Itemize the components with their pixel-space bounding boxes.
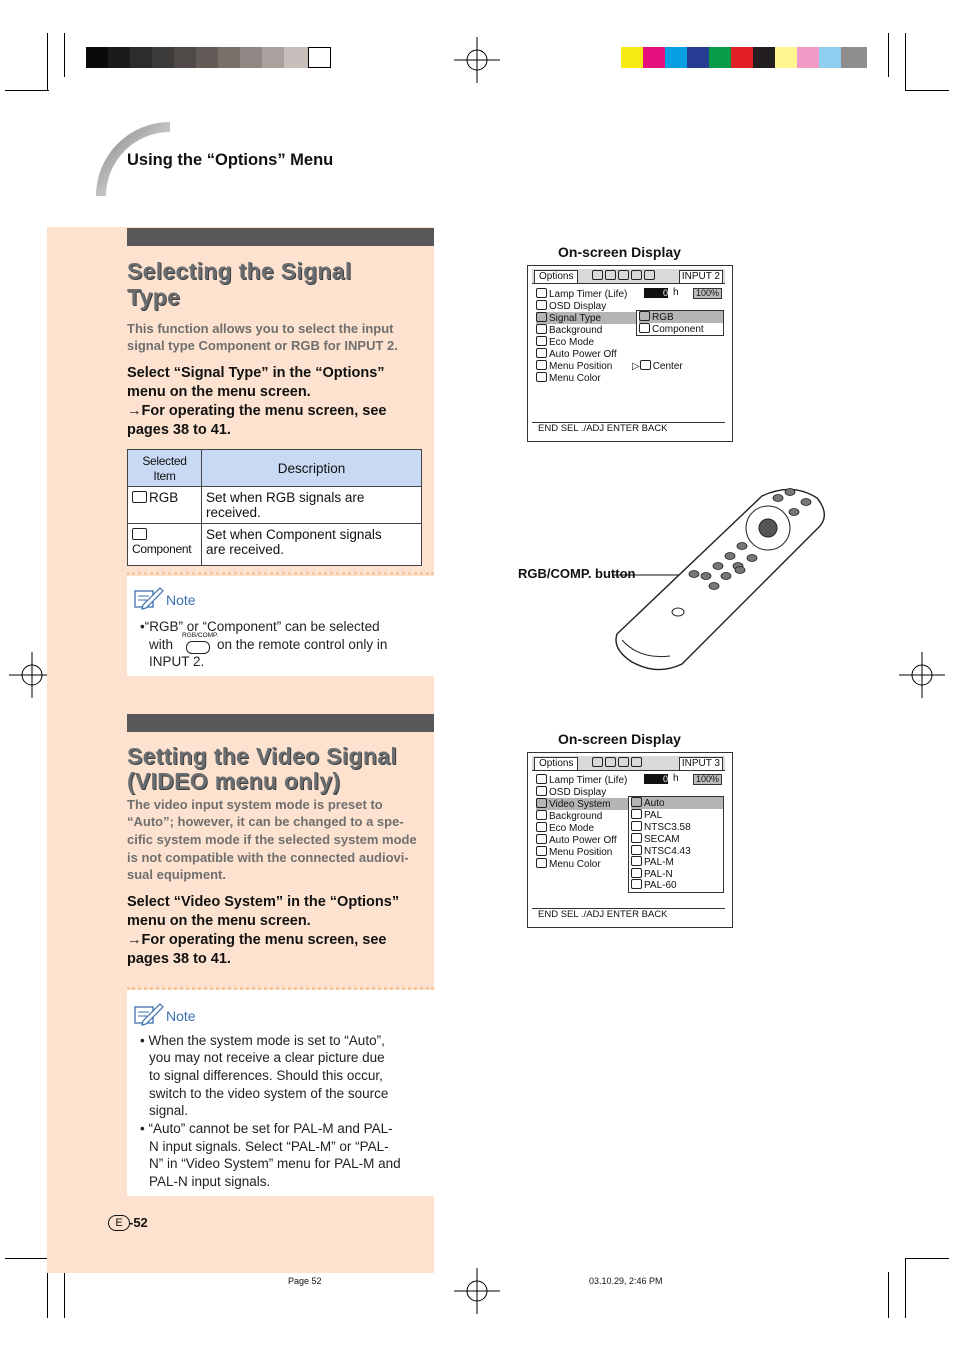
registration-mark-bottom bbox=[454, 1268, 500, 1314]
osd1-hours: 0 bbox=[644, 288, 668, 298]
osd2-hours: 0 bbox=[644, 774, 668, 784]
osd2-caption: On-screen Display bbox=[558, 731, 681, 747]
osd2-item-0: Lamp Timer (Life) bbox=[536, 774, 627, 786]
osd1-screen bbox=[532, 269, 725, 435]
osd2-percent: 100% bbox=[693, 774, 722, 785]
table-cell-desc: Set when Component signals are received. bbox=[202, 524, 422, 566]
section2-intro-line5: sual equipment. bbox=[127, 867, 226, 882]
note1-line1: •“RGB” or “Component” can be selected bbox=[140, 619, 380, 634]
osd2-video-submenu bbox=[628, 796, 724, 893]
osd2-item-3: Background bbox=[536, 810, 602, 822]
osd1-menu-position-value: ▷ Center bbox=[632, 361, 683, 372]
osd1-percent: 100% bbox=[693, 288, 722, 299]
osd2-footer: END SEL ./ADJ ENTER BACK bbox=[532, 908, 725, 921]
osd1-hours-unit: h bbox=[673, 287, 679, 298]
table-row bbox=[128, 487, 422, 524]
osd2-item-7: Menu Color bbox=[536, 858, 601, 870]
table-cell-item: Component bbox=[128, 524, 202, 566]
osd2-option-2: NTSC3.58 bbox=[631, 821, 691, 833]
osd2-frame bbox=[527, 752, 733, 928]
note2-line2: you may not receive a clear picture due bbox=[149, 1050, 385, 1065]
note1-line3: INPUT 2. bbox=[149, 654, 205, 669]
section2-intro-line4: is not compatible with the connected audiovi- bbox=[127, 850, 409, 865]
section2-intro-line2: “Auto”; however, it can be changed to a spe- bbox=[127, 814, 404, 829]
note-pencil-icon bbox=[133, 585, 165, 611]
table-row bbox=[128, 524, 422, 566]
section1-title-line1: Selecting the Signal bbox=[127, 258, 352, 284]
section1-intro-line2: signal type Component or RGB for INPUT 2. bbox=[127, 338, 398, 353]
note-pencil-icon bbox=[133, 1001, 165, 1027]
section2-intro-line3: cific system mode if the selected system mode bbox=[127, 832, 417, 847]
note2-line5: signal. bbox=[149, 1103, 189, 1118]
section2-title-line1: Setting the Video Signal bbox=[127, 743, 398, 769]
osd1-frame bbox=[527, 265, 733, 442]
osd2-option-1: PAL bbox=[631, 809, 662, 821]
rgb-comp-button-icon: RGB/COMP. bbox=[180, 632, 216, 656]
osd2-item-1: OSD Display bbox=[536, 786, 606, 798]
section2-step-line3: →For operating the menu screen, see bbox=[127, 932, 387, 948]
note2-line1: • When the system mode is set to “Auto”, bbox=[140, 1033, 385, 1048]
section2-step-line1: Select “Video System” in the “Options” bbox=[127, 894, 400, 910]
osd1-footer: END SEL ./ADJ ENTER BACK bbox=[532, 422, 725, 435]
note1-line2a: with bbox=[149, 637, 174, 652]
rgb-input-icon bbox=[132, 491, 147, 503]
osd1-item-1: OSD Display bbox=[536, 300, 606, 312]
remote-control-illustration bbox=[612, 484, 830, 674]
osd2-option-4: NTSC4.43 bbox=[631, 845, 691, 857]
note1-divider bbox=[127, 572, 434, 575]
osd1-item-0: Lamp Timer (Life) bbox=[536, 288, 627, 300]
section2-bar bbox=[127, 714, 434, 732]
remote-button-label: RGB/COMP. button bbox=[518, 566, 636, 581]
osd2-tab-options: Options bbox=[534, 757, 578, 771]
signal-type-table bbox=[127, 449, 422, 566]
section2-step-line2: menu on the menu screen. bbox=[127, 913, 311, 929]
osd1-tab-options: Options bbox=[534, 270, 578, 284]
note2-label: Note bbox=[166, 1008, 196, 1024]
osd1-signal-submenu bbox=[636, 310, 724, 336]
note2-line3: to signal differences. Should this occur, bbox=[149, 1068, 383, 1083]
table-header-description: Description bbox=[202, 450, 422, 487]
osd1-item-3: Background bbox=[536, 324, 602, 336]
osd1-caption: On-screen Display bbox=[558, 244, 681, 260]
osd1-option-component: Component bbox=[639, 323, 704, 335]
table-header-item: Selected Item bbox=[128, 450, 202, 487]
osd2-option-6: PAL-N bbox=[631, 868, 673, 880]
osd1-item-4: Eco Mode bbox=[536, 336, 594, 348]
section1-step-line2: menu on the menu screen. bbox=[127, 384, 311, 400]
section1-step-line4: pages 38 to 41. bbox=[127, 422, 231, 438]
osd1-option-rgb: RGB bbox=[639, 311, 723, 323]
osd2-item-4: Eco Mode bbox=[536, 822, 594, 834]
table-cell-item: RGB bbox=[128, 487, 202, 524]
osd1-menu-bar bbox=[532, 269, 725, 284]
osd2-option-3: SECAM bbox=[631, 833, 680, 845]
osd2-option-5: PAL-M bbox=[631, 856, 674, 868]
note2-line4: switch to the video system of the source bbox=[149, 1086, 389, 1101]
page-header-title: Using the “Options” Menu bbox=[127, 151, 334, 169]
registration-mark-top bbox=[454, 37, 500, 83]
note2-line8: N” in “Video System” menu for PAL-M and bbox=[149, 1156, 401, 1171]
section2-intro-line1: The video input system mode is preset to bbox=[127, 797, 383, 812]
osd1-item-6: Menu Position bbox=[536, 360, 612, 372]
osd2-option-0: Auto bbox=[631, 797, 723, 809]
osd1-menu-icons bbox=[592, 270, 657, 283]
page-number: -52 bbox=[129, 1215, 148, 1230]
note2-line7: N input signals. Select “PAL-M” or “PAL- bbox=[149, 1139, 389, 1154]
table-cell-desc: Set when RGB signals are received. bbox=[202, 487, 422, 524]
osd2-item-5: Auto Power Off bbox=[536, 834, 617, 846]
osd2-menu-bar bbox=[532, 756, 725, 771]
section1-step-line1: Select “Signal Type” in the “Options” bbox=[127, 365, 385, 381]
section1-title-line2: Type bbox=[127, 284, 181, 310]
print-page-label: Page 52 bbox=[288, 1276, 322, 1286]
osd1-input-label: INPUT 2 bbox=[679, 270, 723, 284]
osd2-screen bbox=[532, 756, 725, 921]
section1-bar bbox=[127, 228, 434, 246]
osd1-item-7: Menu Color bbox=[536, 372, 601, 384]
osd1-item-2-selected: Signal Type bbox=[536, 312, 636, 324]
print-date-label: 03.10.29, 2:46 PM bbox=[589, 1276, 663, 1286]
note1-line2b: on the remote control only in bbox=[217, 637, 388, 652]
component-input-icon bbox=[132, 528, 147, 540]
osd2-hours-unit: h bbox=[673, 773, 679, 784]
osd2-menu-icons bbox=[592, 757, 644, 770]
section2-step-line4: pages 38 to 41. bbox=[127, 951, 231, 967]
note2-line6: • “Auto” cannot be set for PAL-M and PAL- bbox=[140, 1121, 393, 1136]
registration-mark-right bbox=[899, 652, 945, 698]
osd2-input-label: INPUT 3 bbox=[679, 757, 723, 771]
section1-step-line3: →For operating the menu screen, see bbox=[127, 403, 387, 419]
section2-title-line2: (VIDEO menu only) bbox=[127, 768, 341, 794]
osd2-option-7: PAL-60 bbox=[631, 879, 677, 891]
osd2-item-6: Menu Position bbox=[536, 846, 612, 858]
osd2-item-2-selected: Video System bbox=[536, 798, 628, 810]
section1-intro-line1: This function allows you to select the input bbox=[127, 321, 394, 336]
note2-line9: PAL-N input signals. bbox=[149, 1174, 271, 1189]
page-letter-badge: E bbox=[108, 1215, 130, 1231]
note2-divider bbox=[127, 987, 434, 990]
note1-label: Note bbox=[166, 592, 196, 608]
osd1-item-5: Auto Power Off bbox=[536, 348, 617, 360]
